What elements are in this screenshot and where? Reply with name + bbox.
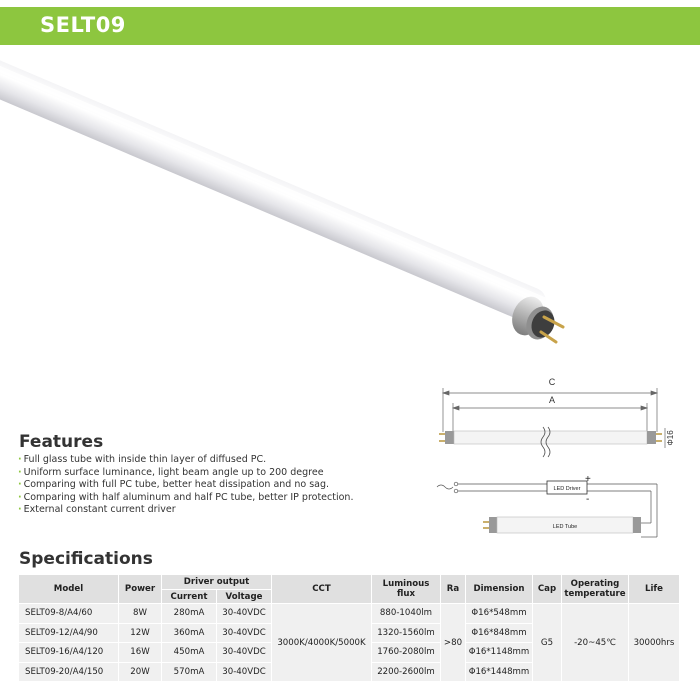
feature-item: · Full glass tube with inside thin layer of diffused PC. (18, 454, 267, 465)
led-tube-label: LED Tube (552, 524, 578, 530)
dimension-diagram (435, 370, 695, 550)
cell-flux: 1760-2080lm (372, 643, 441, 663)
cell-model: SELT09-8/A4/60 (19, 604, 119, 624)
feature-item: · Uniform surface luminance, light beam angle up to 200 degree (18, 466, 324, 478)
cell-current: 360mA (162, 623, 217, 643)
feature-item: · Comparing with half aluminum and half PC tube, better IP protection. (18, 491, 354, 503)
cell-operating-temperature: -20~45℃ (562, 604, 629, 682)
cell-current: 280mA (162, 604, 217, 624)
col-operating-temperature: Operating temperature (562, 575, 629, 604)
feature-item: · External constant current driver (18, 504, 176, 515)
cell-current: 570mA (162, 662, 217, 682)
col-dimension: Dimension (466, 575, 533, 604)
cell-flux: 2200-2600lm (372, 662, 441, 682)
diameter-label: Φ16 (666, 430, 675, 446)
cell-model: SELT09-12/A4/90 (19, 623, 119, 643)
cell-power: 16W (119, 643, 162, 663)
cell-flux: 880-1040lm (372, 604, 441, 624)
cell-power: 20W (119, 662, 162, 682)
col-current: Current (162, 590, 217, 604)
cell-voltage: 30-40VDC (217, 662, 272, 682)
col-model: Model (19, 575, 119, 604)
cell-power: 12W (119, 623, 162, 643)
cell-voltage: 30-40VDC (217, 643, 272, 663)
col-driver-output: Driver output (162, 575, 272, 590)
product-title: SELT09 (40, 13, 126, 37)
minus-sign: - (586, 494, 590, 505)
table-header-row (19, 575, 680, 590)
cell-dimension: Φ16*1148mm (466, 643, 533, 663)
cell-voltage: 30-40VDC (217, 604, 272, 624)
table-row (19, 604, 680, 624)
specifications-table (18, 574, 680, 682)
cell-dimension: Φ16*848mm (466, 623, 533, 643)
col-ra: Ra (441, 575, 466, 604)
feature-item: · Comparing with full PC tube, better heat dissipation and no sag. (18, 479, 330, 490)
col-cct: CCT (272, 575, 372, 604)
dimension-c-label: C (548, 377, 556, 387)
cell-voltage: 30-40VDC (217, 623, 272, 643)
cell-model: SELT09-20/A4/150 (19, 662, 119, 682)
title-banner (0, 7, 700, 45)
features-list (18, 454, 353, 517)
col-luminous-flux: Luminous flux (372, 575, 441, 604)
cell-dimension: Φ16*548mm (466, 604, 533, 624)
cell-ra: >80 (441, 604, 466, 682)
product-image (0, 55, 700, 375)
led-driver-label: LED Driver (553, 486, 581, 492)
features-heading: Features (19, 432, 104, 452)
cell-model: SELT09-16/A4/120 (19, 643, 119, 663)
cell-cap: G5 (533, 604, 562, 682)
led-tube-body (0, 55, 550, 327)
col-cap: Cap (533, 575, 562, 604)
cell-cct: 3000K/4000K/5000K (272, 604, 372, 682)
col-voltage: Voltage (217, 590, 272, 604)
specifications-heading: Specifications (19, 549, 153, 569)
col-life: Life (629, 575, 680, 604)
plus-sign: + (585, 474, 591, 485)
cell-flux: 1320-1560lm (372, 623, 441, 643)
tube-drawing (439, 427, 662, 457)
dimension-a (453, 403, 647, 432)
cell-power: 8W (119, 604, 162, 624)
dimension-a-label: A (548, 395, 556, 405)
cell-life: 30000hrs (629, 604, 680, 682)
cell-current: 450mA (162, 643, 217, 663)
col-power: Power (119, 575, 162, 604)
cell-dimension: Φ16*1448mm (466, 662, 533, 682)
